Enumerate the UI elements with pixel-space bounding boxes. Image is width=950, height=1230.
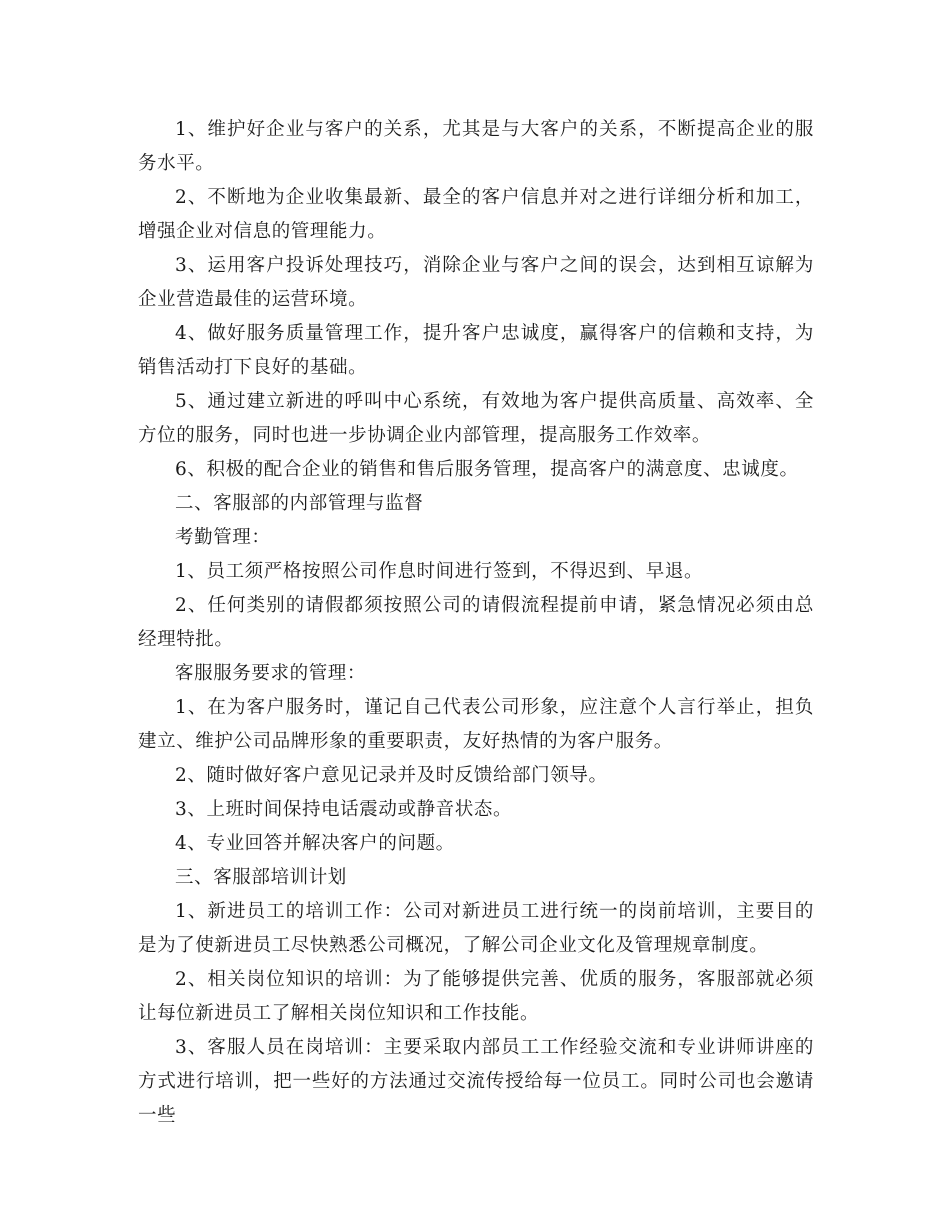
paragraph: 1、维护好企业与客户的关系，尤其是与大客户的关系，不断提高企业的服务水平。 — [138, 119, 814, 174]
paragraph: 5、通过建立新进的呼叫中心系统，有效地为客户提供高质量、高效率、全方位的服务，同时也进一步协调企业内部管理，提高服务工作效率。 — [138, 391, 814, 446]
section-heading: 二、客服部的内部管理与监督 — [175, 493, 424, 514]
subsection-heading: 客服服务要求的管理： — [175, 663, 367, 684]
paragraph: 1、员工须严格按照公司作息时间进行签到，不得迟到、早退。 — [175, 561, 704, 582]
paragraph: 3、运用客户投诉处理技巧，消除企业与客户之间的误会，达到相互谅解为企业营造最佳的运营环境。 — [138, 255, 814, 310]
paragraph: 2、不断地为企业收集最新、最全的客户信息并对之进行详细分析和加工，增强企业对信息的管理能力。 — [138, 187, 814, 242]
subsection-heading: 考勤管理： — [175, 527, 271, 548]
paragraph: 3、客服人员在岗培训：主要采取内部员工工作经验交流和专业讲师讲座的方式进行培训，把一些好的方法通过交流传授给每一位员工。同时公司也会邀请一些 — [138, 1037, 814, 1126]
section-heading: 三、客服部培训计划 — [175, 867, 347, 888]
paragraph: 3、上班时间保持电话震动或静音状态。 — [175, 799, 513, 820]
document-body — [138, 113, 814, 1133]
paragraph: 1、新进员工的培训工作：公司对新进员工进行统一的岗前培训，主要目的是为了使新进员工尽快熟悉公司概况，了解公司企业文化及管理规章制度。 — [138, 901, 814, 956]
paragraph: 4、做好服务质量管理工作，提升客户忠诚度，赢得客户的信赖和支持，为销售活动打下良好的基础。 — [138, 323, 814, 378]
paragraph: 2、随时做好客户意见记录并及时反馈给部门领导。 — [175, 765, 608, 786]
paragraph: 2、相关岗位知识的培训：为了能够提供完善、优质的服务，客服部就必须让每位新进员工了解相关岗位知识和工作技能。 — [138, 969, 814, 1024]
paragraph: 2、任何类别的请假都须按照公司的请假流程提前申请，紧急情况必须由总经理特批。 — [138, 595, 814, 650]
paragraph: 1、在为客户服务时，谨记自己代表公司形象，应注意个人言行举止，担负建立、维护公司品牌形象的重要职责，友好热情的为客户服务。 — [138, 697, 814, 752]
paragraph: 6、积极的配合企业的销售和售后服务管理，提高客户的满意度、忠诚度。 — [175, 459, 799, 480]
paragraph: 4、专业回答并解决客户的问题。 — [175, 833, 455, 854]
